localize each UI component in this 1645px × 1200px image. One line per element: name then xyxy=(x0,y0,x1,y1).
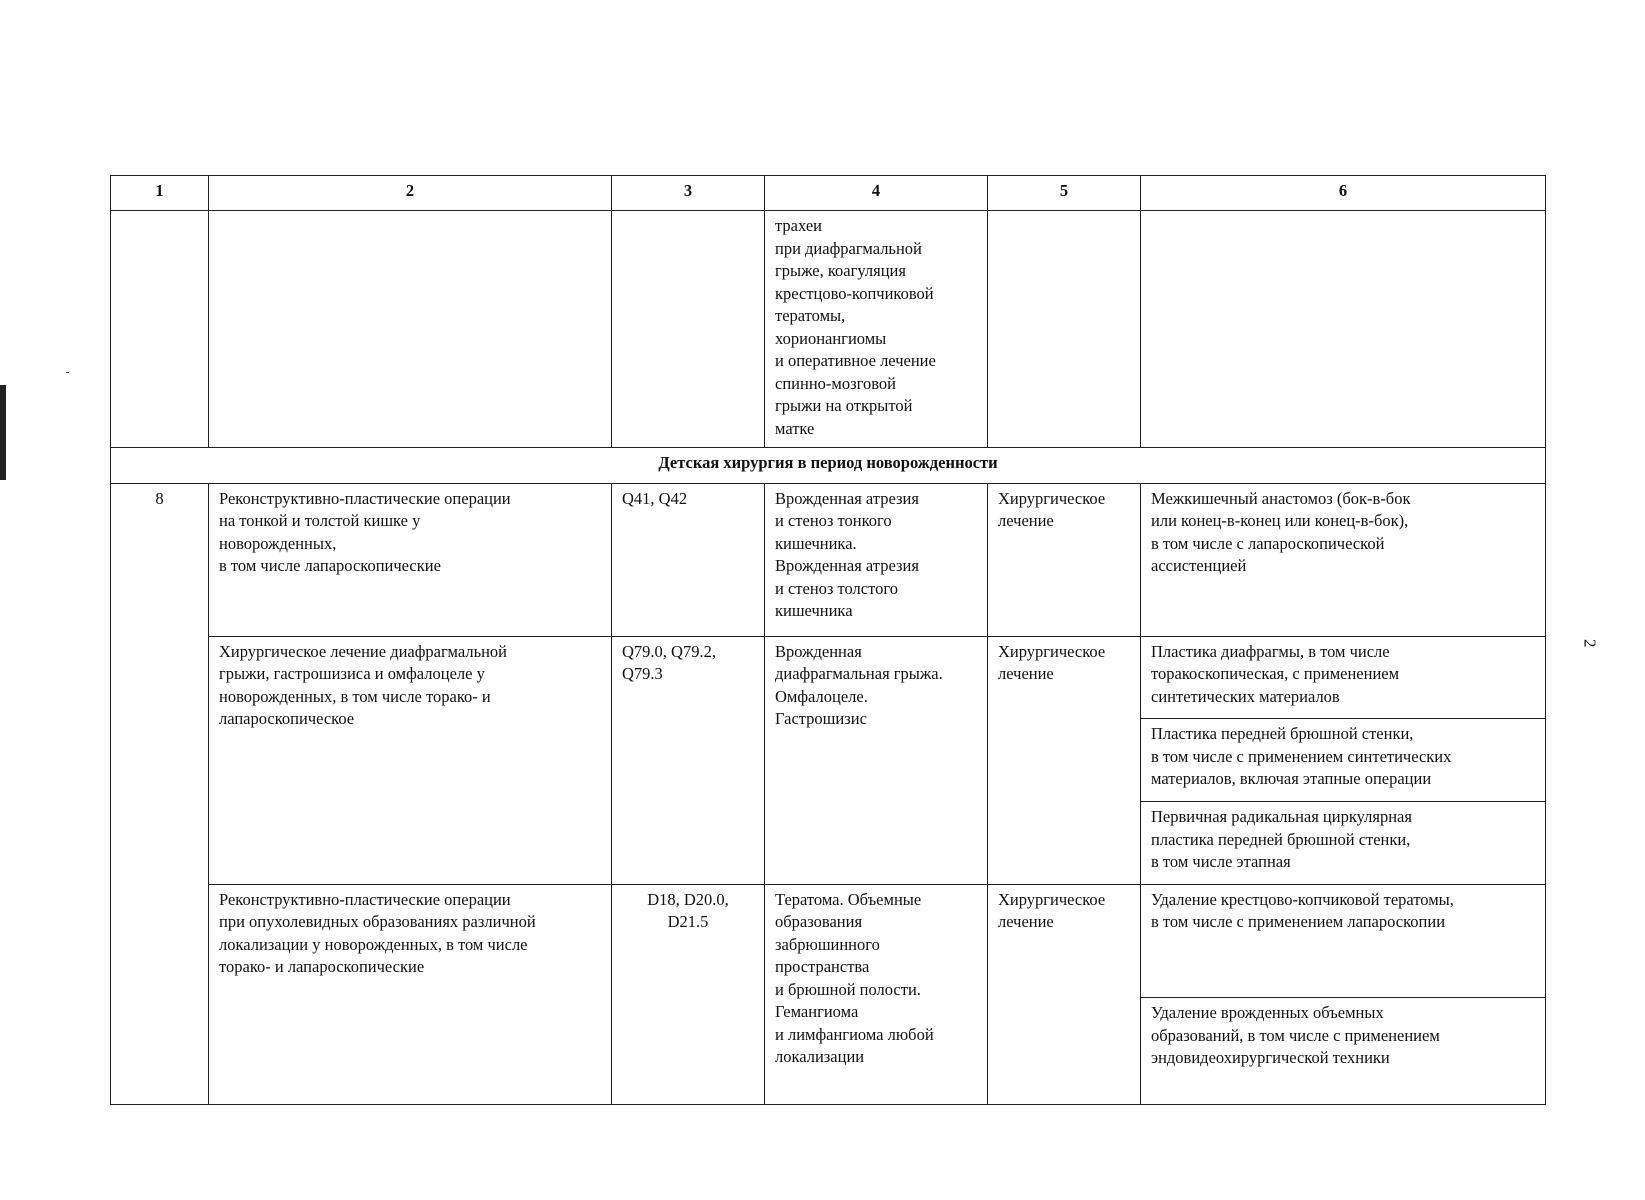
page-number: 2 xyxy=(1580,639,1600,648)
header-row xyxy=(111,176,1546,211)
text-line: торакоскопическая, с применением xyxy=(1151,664,1400,684)
document-table xyxy=(110,175,1546,1105)
empty-cell xyxy=(209,211,612,448)
text-line: Хирургическое xyxy=(998,889,1106,909)
text-line: образования xyxy=(775,912,863,932)
table-row xyxy=(111,884,1546,998)
text-line: при опухолевидных образованиях различной xyxy=(219,912,536,932)
section-title: Детская хирургия в период новорожденности xyxy=(111,447,1546,483)
text-line: Межкишечный анастомоз (бок-в-бок xyxy=(1151,488,1411,508)
text-line: и брюшной полости. xyxy=(775,979,921,999)
group-number: 8 xyxy=(111,483,209,1104)
header-cell: 6 xyxy=(1141,176,1546,211)
text-line: Хирургическое xyxy=(998,488,1106,508)
treatment-type-cell xyxy=(988,636,1141,884)
diagnosis-cell xyxy=(765,636,988,884)
text-line: новорожденных, в том числе торако- и xyxy=(219,686,491,706)
text-line: кишечника xyxy=(775,601,853,621)
method-cell xyxy=(1141,802,1546,885)
text-line: и стеноз тонкого xyxy=(775,511,892,531)
text-line: локализации у новорожденных, в том числе xyxy=(219,934,528,954)
text-line: синтетических материалов xyxy=(1151,686,1340,706)
text-line: Q79.0, Q79.2, xyxy=(622,641,716,661)
scan-edge-mark xyxy=(0,385,6,480)
text-line: в том числе лапароскопические xyxy=(219,556,441,576)
text-line: Врожденная атрезия xyxy=(775,556,919,576)
text-line: в том числе с применением лапароскопии xyxy=(1151,912,1446,932)
text-line: или конец-в-конец или конец-в-бок), xyxy=(1151,511,1409,531)
method-cell xyxy=(1141,884,1546,998)
text-line: Реконструктивно-пластические операции xyxy=(219,889,511,909)
text-line: материалов, включая этапные операции xyxy=(1151,769,1432,789)
header-cell: 5 xyxy=(988,176,1141,211)
text-line: крестцово-копчиковой xyxy=(775,283,934,303)
text-line: пространства xyxy=(775,957,870,977)
text-line: и оперативное лечение xyxy=(775,351,936,371)
text-line: и лимфангиома любой xyxy=(775,1024,934,1044)
icd-codes-cell xyxy=(612,636,765,884)
text-line: забрюшинного xyxy=(775,934,880,954)
text-line: Пластика передней брюшной стенки, xyxy=(1151,724,1414,744)
text-line: грыже, коагуляция xyxy=(775,261,906,281)
icd-codes-cell xyxy=(612,884,765,1104)
continuation-row xyxy=(111,211,1546,448)
text-line: ассистенцией xyxy=(1151,556,1247,576)
text-line: матке xyxy=(775,418,815,438)
operation-name-cell xyxy=(209,636,612,884)
treatment-type-cell xyxy=(988,483,1141,636)
text-line: трахеи xyxy=(775,216,822,236)
text-line: тератомы, xyxy=(775,306,846,326)
text-line: локализации xyxy=(775,1047,865,1067)
text-line: D18, D20.0, xyxy=(647,889,729,909)
method-cell xyxy=(1141,636,1546,719)
table-row xyxy=(111,483,1546,636)
operation-name-cell xyxy=(209,884,612,1104)
text-line: Гастрошизис xyxy=(775,709,867,729)
text-line: эндовидеохирургической техники xyxy=(1151,1048,1390,1068)
text-line: торако- и лапароскопические xyxy=(219,957,425,977)
text-line: лечение xyxy=(998,664,1054,684)
text-line: диафрагмальная грыжа. xyxy=(775,664,943,684)
method-cell xyxy=(1141,483,1546,636)
text-line: кишечника. xyxy=(775,533,857,553)
text-line: в том числе с лапароскопической xyxy=(1151,533,1385,553)
text-line: Пластика диафрагмы, в том числе xyxy=(1151,641,1390,661)
header-cell: 4 xyxy=(765,176,988,211)
text-line: Хирургическое xyxy=(998,641,1106,661)
header-cell: 3 xyxy=(612,176,765,211)
text-line: Врожденная xyxy=(775,641,862,661)
header-cell: 2 xyxy=(209,176,612,211)
text-line: лечение xyxy=(998,511,1054,531)
text-line: Тератома. Объемные xyxy=(775,889,922,909)
text-line: хорионангиомы xyxy=(775,328,887,348)
diagnosis-cell xyxy=(765,884,988,1104)
treatment-type-cell xyxy=(988,884,1141,1104)
text-line: в том числе с применением синтетических xyxy=(1151,746,1452,766)
text-line: Омфалоцеле. xyxy=(775,686,868,706)
text-line: Q41, Q42 xyxy=(622,488,688,508)
table-row xyxy=(111,636,1546,719)
method-cell xyxy=(1141,719,1546,802)
text-line: Q79.3 xyxy=(622,664,663,684)
text-line: Удаление крестцово-копчиковой тератомы, xyxy=(1151,889,1454,909)
text-line: новорожденных, xyxy=(219,533,337,553)
text-line: лечение xyxy=(998,912,1054,932)
section-row xyxy=(111,447,1546,483)
text-line: образований, в том числе с применением xyxy=(1151,1025,1440,1045)
diagnosis-cell xyxy=(765,211,988,448)
icd-codes-cell xyxy=(612,483,765,636)
text-line: Удаление врожденных объемных xyxy=(1151,1003,1384,1023)
text-line: грыжи, гастрошизиса и омфалоцеле у xyxy=(219,664,485,684)
method-cell xyxy=(1141,998,1546,1105)
text-line: Врожденная атрезия xyxy=(775,488,919,508)
empty-cell xyxy=(988,211,1141,448)
header-cell: 1 xyxy=(111,176,209,211)
scan-speck xyxy=(66,372,69,373)
text-line: и стеноз толстого xyxy=(775,578,898,598)
text-line: спинно-мозговой xyxy=(775,373,896,393)
text-line: Реконструктивно-пластические операции xyxy=(219,488,511,508)
empty-cell xyxy=(1141,211,1546,448)
text-line: Хирургическое лечение диафрагмальной xyxy=(219,641,508,661)
text-line: D21.5 xyxy=(667,912,709,932)
text-line: на тонкой и толстой кишке у xyxy=(219,511,421,531)
text-line: в том числе этапная xyxy=(1151,852,1291,871)
text-line: пластика передней брюшной стенки, xyxy=(1151,829,1411,849)
text-line: грыжи на открытой xyxy=(775,396,913,416)
empty-cell xyxy=(111,211,209,448)
text-line: при диафрагмальной xyxy=(775,238,922,258)
diagnosis-cell xyxy=(765,483,988,636)
empty-cell xyxy=(612,211,765,448)
operation-name-cell xyxy=(209,483,612,636)
text-line: Гемангиома xyxy=(775,1002,859,1022)
text-line: лапароскопическое xyxy=(219,709,355,729)
document-table-container xyxy=(110,175,1545,1105)
text-line: Первичная радикальная циркулярная xyxy=(1151,807,1412,826)
